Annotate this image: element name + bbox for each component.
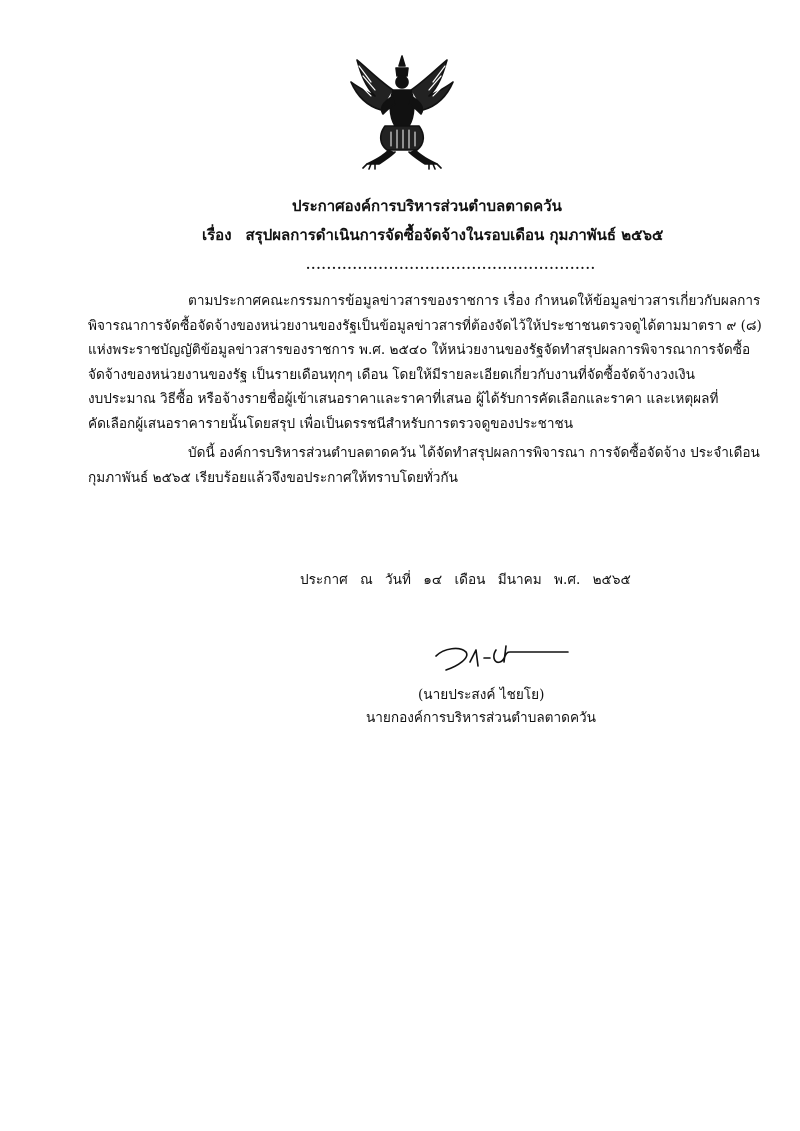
date-year-label: พ.ศ. <box>554 572 581 588</box>
paragraph-line: จัดจ้างของหน่วยงานของรัฐ เป็นรายเดือนทุกๆ เดือน โดยให้มีรายละเอียดเกี่ยวกับงานที่จัดซื้อจัดจ้างวงเงิน <box>88 366 695 383</box>
organization-heading: ประกาศองค์การบริหารส่วนตำบลตาดควัน <box>292 197 562 215</box>
handwritten-signature <box>430 640 570 676</box>
announcement-date <box>300 568 639 590</box>
subject-text: สรุปผลการดำเนินการจัดซื้อจัดจ้างในรอบเดือน กุมภาพันธ์ ๒๕๖๕ <box>245 226 664 244</box>
date-month-value: มีนาคม <box>497 572 542 588</box>
body-paragraph-2 <box>88 441 760 490</box>
date-prefix: ประกาศ <box>300 572 348 588</box>
signatory-name: (นายประสงค์ ไชยโย) <box>418 687 545 703</box>
date-day-value: ๑๔ <box>423 572 443 588</box>
paragraph-line: แห่งพระราชบัญญัติข้อมูลข่าวสารของราชการ พ.ศ. ๒๕๔๐ ให้หน่วยงานของรัฐจัดทำสรุปผลการพิจารณาการจัดซื้อ <box>88 342 751 358</box>
date-year-value: ๒๕๖๕ <box>592 572 631 588</box>
separator-dots: ........................................................ <box>306 258 596 272</box>
signatory-position: นายกองค์การบริหารส่วนตำบลตาดควัน <box>366 710 596 726</box>
subject-label: เรื่อง <box>202 226 232 244</box>
announcement-subject <box>202 223 663 247</box>
garuda-emblem-icon <box>345 52 460 170</box>
body-paragraph-1 <box>88 289 762 436</box>
paragraph-line: กุมภาพันธ์ ๒๕๖๕ เรียบร้อยแล้วจึงขอประกาศให้ทราบโดยทั่วกัน <box>88 469 458 486</box>
date-at: ณ <box>360 572 373 588</box>
date-month-label: เดือน <box>454 572 486 588</box>
date-day-label: วันที่ <box>385 572 411 588</box>
paragraph-line: คัดเลือกผู้เสนอราคารายนั้นโดยสรุป เพื่อเป็นดรรชนีสำหรับการตรวจดูของประชาชน <box>88 415 573 432</box>
paragraph-line: พิจารณาการจัดซื้อจัดจ้างของหน่วยงานของรัฐเป็นข้อมูลข่าวสารที่ต้องจัดไว้ให้ประชาชนตรวจดูได้ตามมาตรา ๙ (๘) <box>88 317 762 334</box>
announcement-title <box>292 194 562 218</box>
paragraph-line: ตามประกาศคณะกรรมการข้อมูลข่าวสารของราชการ เรื่อง กำหนดให้ข้อมูลข่าวสารเกี่ยวกับผลการ <box>188 293 761 309</box>
paragraph-line: งบประมาณ วิธีซื้อ หรือจ้างรายชื่อผู้เข้าเสนอราคาและราคาที่เสนอ ผู้ได้รับการคัดเลือกและราคา และเหตุผลที่ <box>88 391 719 407</box>
paragraph-line: บัดนี้ องค์การบริหารส่วนตำบลตาดควัน ได้จัดทำสรุปผลการพิจารณา การจัดซื้อจัดจ้าง ประจำเดือน <box>188 445 760 461</box>
